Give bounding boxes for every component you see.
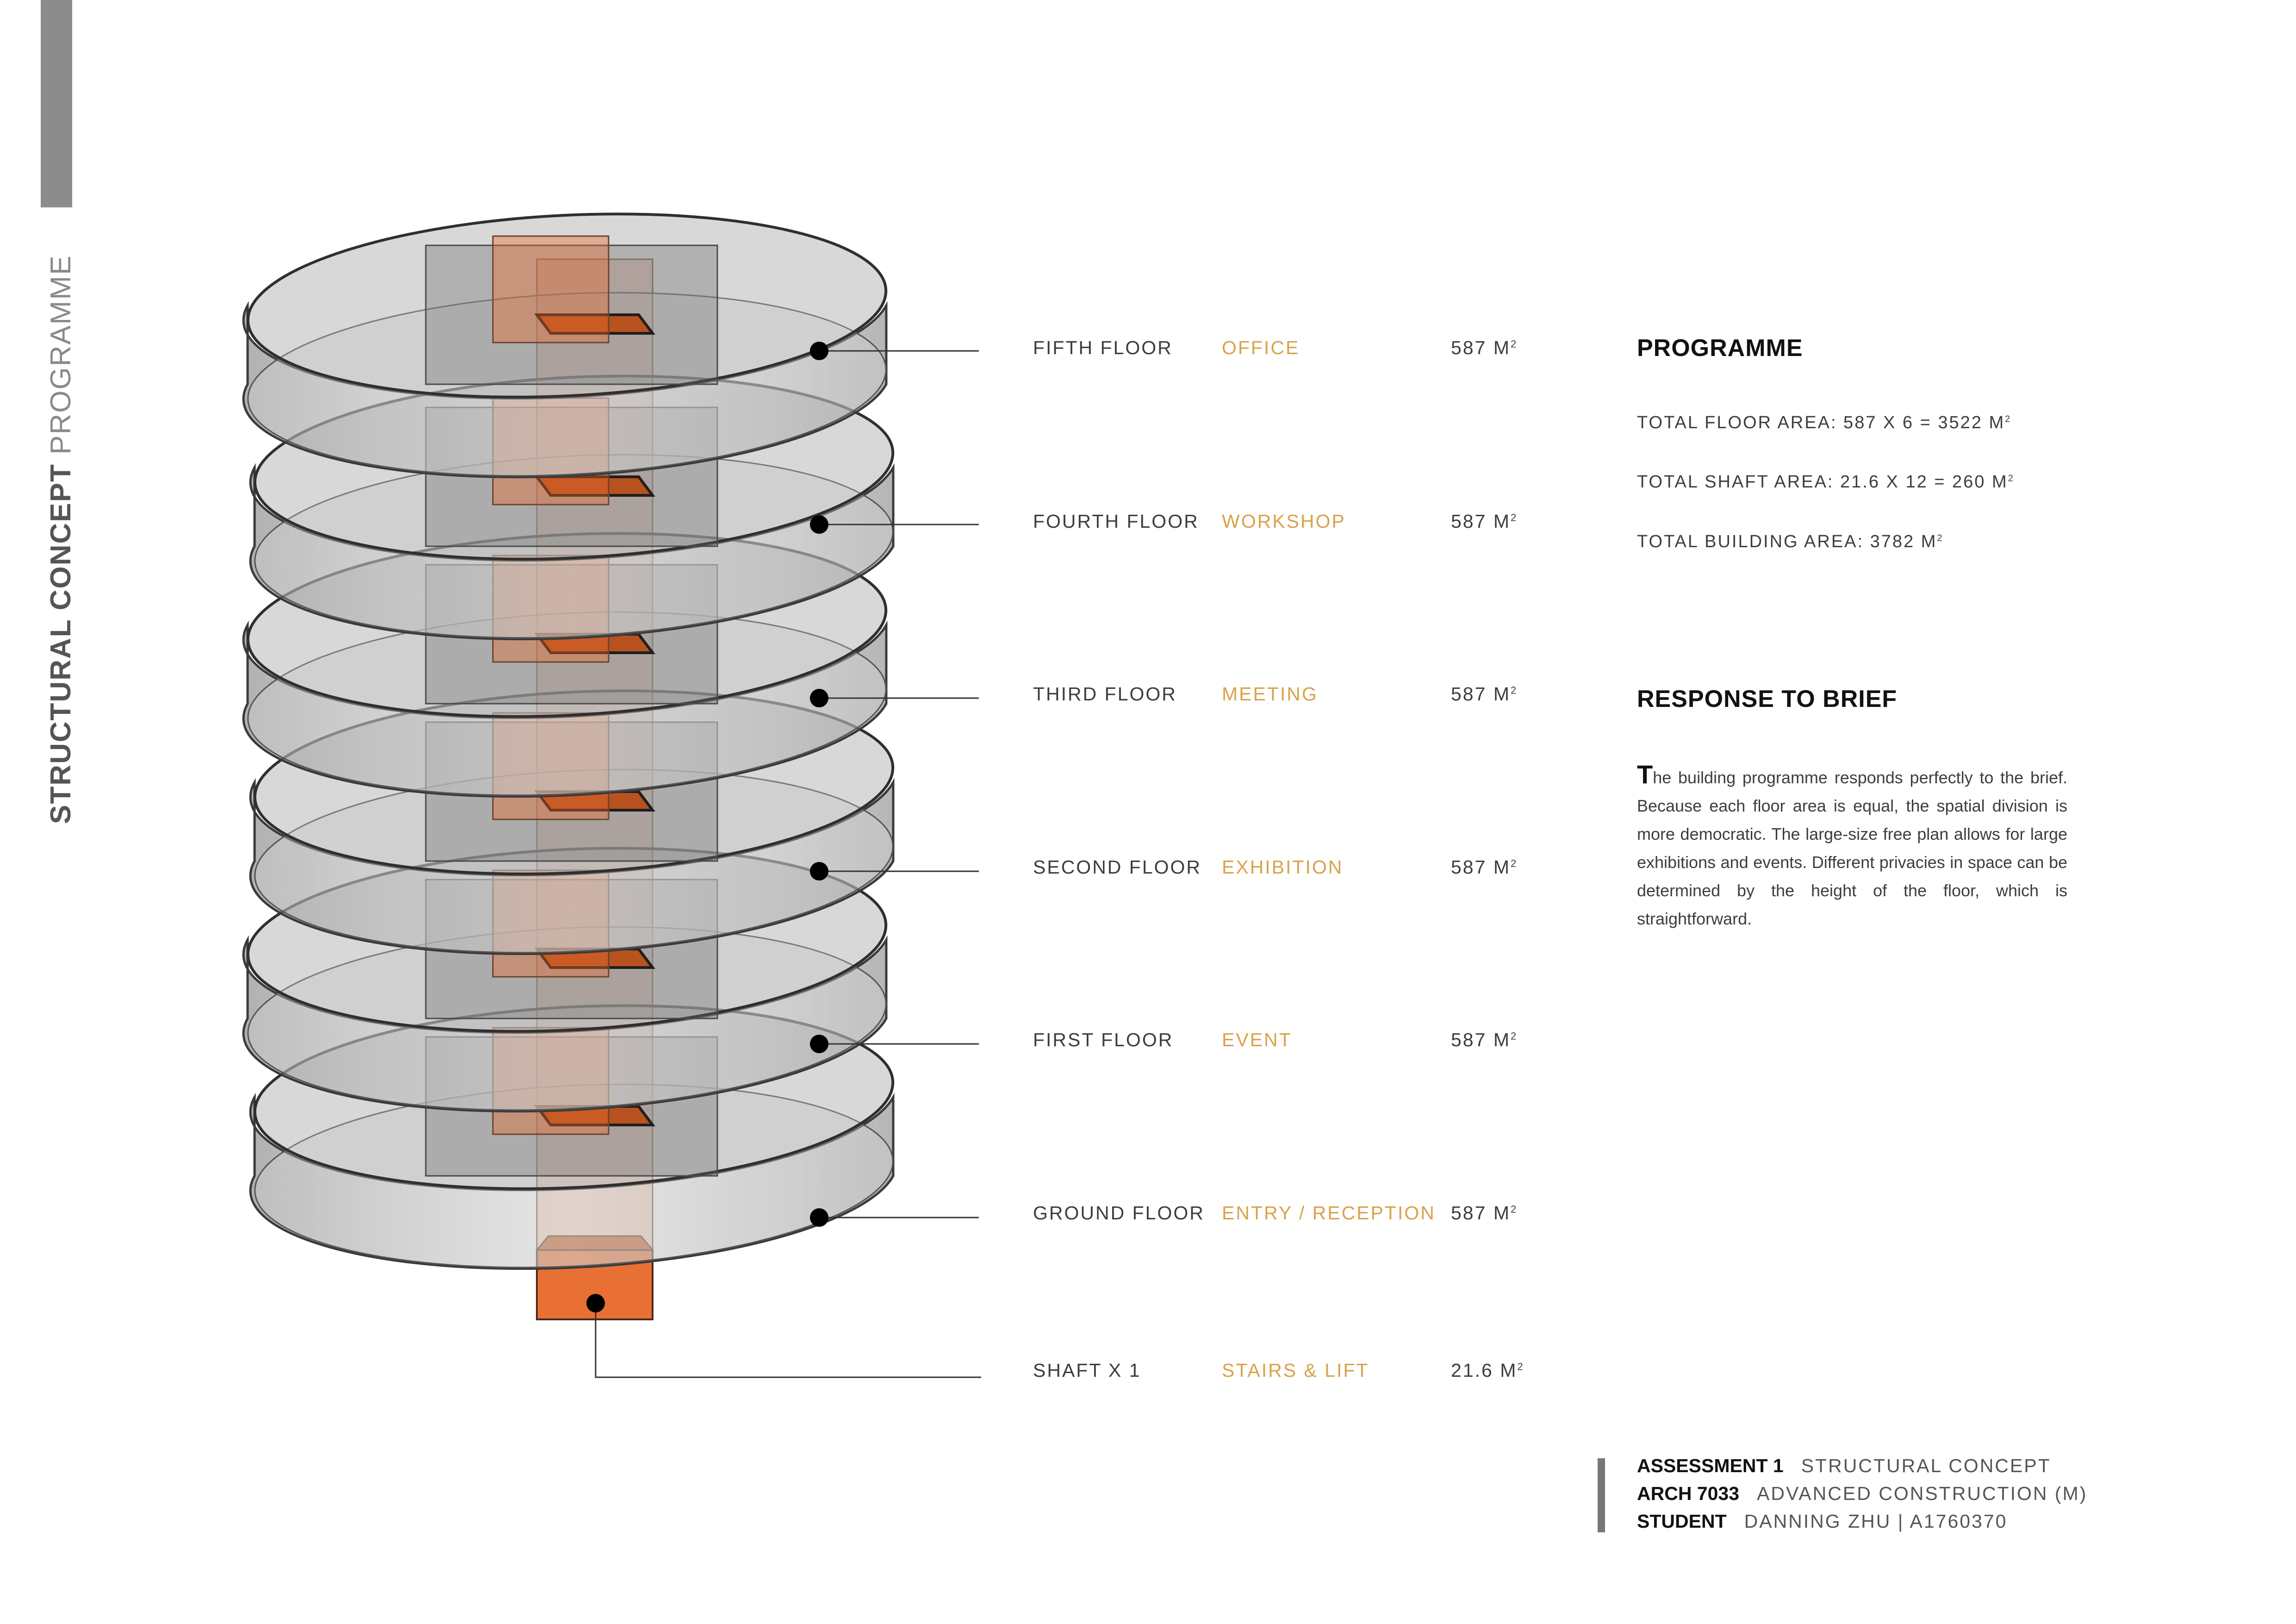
floor-name: THIRD FLOOR <box>1033 683 1177 705</box>
floor-area: 21.6 $M^2$ <box>1451 1360 1524 1381</box>
brief-drop-letter: T <box>1637 760 1653 789</box>
footer-row <box>1637 1483 2087 1505</box>
floor-area: 587 $M^2$ <box>1451 1202 1518 1224</box>
sheet-title-main: STRUCTURAL CONCEPT <box>45 463 77 824</box>
floor-name: FIRST FLOOR <box>1033 1029 1174 1050</box>
floor-area: 587 $M^2$ <box>1451 856 1518 878</box>
floor-name: SHAFT X 1 <box>1033 1360 1141 1381</box>
floor-use: EXHIBITION <box>1222 856 1344 878</box>
floor-row <box>0 337 1574 365</box>
floor-row <box>0 683 1574 711</box>
floor-area: 587 $M^2$ <box>1451 1029 1518 1050</box>
footer-row <box>1637 1455 2051 1477</box>
shaft-leader-dot <box>586 1294 605 1312</box>
floor-area: 587 $M^2$ <box>1451 683 1518 705</box>
footer-accent-bar <box>1598 1458 1605 1532</box>
floor-use: OFFICE <box>1222 337 1300 358</box>
floor-row <box>0 856 1574 884</box>
programme-stat: TOTAL SHAFT AREA: 21.6 X 12 = 260 $M^2$ <box>1637 472 2015 492</box>
floor-row <box>0 1202 1574 1230</box>
floor-row <box>0 1029 1574 1057</box>
floor-use: WORKSHOP <box>1222 511 1346 532</box>
programme-stat: TOTAL FLOOR AREA: 587 X 6 = 3522 $M^2$ <box>1637 413 2012 432</box>
floor-name: SECOND FLOOR <box>1033 856 1202 878</box>
floor-use: STAIRS & LIFT <box>1222 1360 1369 1381</box>
floor-use: EVENT <box>1222 1029 1292 1050</box>
footer-label: ASSESSMENT 1 <box>1637 1455 1784 1476</box>
footer-value: DANNING ZHU | A1760370 <box>1744 1511 2008 1532</box>
floor-name: GROUND FLOOR <box>1033 1202 1205 1224</box>
floor-area: 587 $M^2$ <box>1451 511 1518 532</box>
brief-body: he building programme responds perfectly to the brief. Because each floor area is equal, the spatial division is more democratic. The large-size free plan allows for large exhibitions and events. Different privacies in space can be determined by the height of the floor, which is straightforward. <box>1637 768 2067 928</box>
footer-value: ADVANCED CONSTRUCTION (M) <box>1757 1483 2088 1504</box>
sheet-title-sub: PROGRAMME <box>45 255 77 455</box>
footer-row <box>1637 1511 2007 1532</box>
floor-use: ENTRY / RECEPTION <box>1222 1202 1436 1224</box>
floor-row <box>0 511 1574 538</box>
stair-box <box>493 236 609 343</box>
programme-heading: PROGRAMME <box>1637 335 1803 362</box>
floor-area: 587 $M^2$ <box>1451 337 1518 358</box>
floor-name: FIFTH FLOOR <box>1033 337 1173 358</box>
floor-use: MEETING <box>1222 683 1318 705</box>
footer-value: STRUCTURAL CONCEPT <box>1801 1455 2051 1476</box>
footer-label: STUDENT <box>1637 1511 1727 1532</box>
brief-heading: RESPONSE TO BRIEF <box>1637 686 1898 712</box>
programme-stat: TOTAL BUILDING AREA: 3782 $M^2$ <box>1637 532 1944 551</box>
brief-paragraph <box>1637 760 2067 933</box>
floor-row <box>0 1360 1574 1387</box>
footer-label: ARCH 7033 <box>1637 1483 1740 1504</box>
floor-name: FOURTH FLOOR <box>1033 511 1199 532</box>
